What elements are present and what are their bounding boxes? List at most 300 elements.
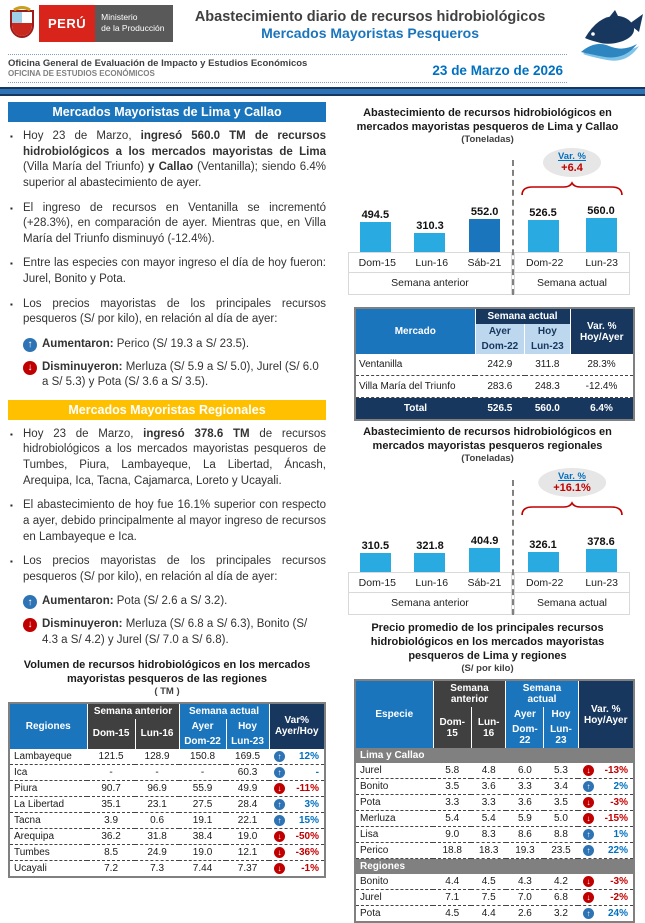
bar-cell xyxy=(360,209,391,252)
header-daypart: Hoy xyxy=(226,719,269,734)
bar-cell xyxy=(528,207,559,252)
header-curr-week: Semana actual xyxy=(475,308,570,324)
var-percent-cell xyxy=(272,767,321,778)
header-day: Lun-23 xyxy=(544,722,578,748)
category-labels xyxy=(514,572,630,593)
var-percent-cell xyxy=(581,797,630,808)
row-value: 19.3 xyxy=(506,843,544,859)
ministry-line1: Ministerio xyxy=(101,12,138,22)
peru-coat-of-arms-icon xyxy=(8,6,36,42)
down-arrow-circle-icon: ↓ xyxy=(583,892,594,903)
report-date: 23 de Marzo de 2026 xyxy=(432,63,563,78)
bar-value-label: 321.8 xyxy=(416,539,444,552)
row-value: 242.9 xyxy=(475,354,525,376)
var-percent-cell xyxy=(581,892,630,903)
bar-chart xyxy=(338,466,637,617)
row-value: 5.3 xyxy=(544,763,578,779)
group-label: Semana anterior xyxy=(348,593,512,615)
chart1-title-text: Abastecimiento de recursos hidrobiológicos en mercados mayoristas pesqueros de Lima y Callao xyxy=(356,107,619,134)
bar-value-label: 552.0 xyxy=(470,206,499,219)
row-value: 7.0 xyxy=(506,890,544,906)
category-label: Dom-22 xyxy=(525,257,564,270)
table-row xyxy=(9,780,325,796)
row-value: 4.8 xyxy=(471,763,506,779)
row-var xyxy=(269,780,325,796)
table-row xyxy=(355,795,634,811)
var-percent-value: 12% xyxy=(298,750,319,762)
var-percent-badge xyxy=(543,148,601,177)
text-segment: ingresó 560.0 TM de recursos hidrobiológicos a los mercados mayoristas de Lima xyxy=(23,130,326,158)
var-percent-cell xyxy=(272,847,321,858)
table-row xyxy=(9,749,325,765)
bullet-item xyxy=(10,554,326,585)
row-value: 3.3 xyxy=(506,779,544,795)
row-value: 8.8 xyxy=(544,827,578,843)
bars-row xyxy=(514,196,630,252)
text-segment: Entre las especies con mayor ingreso el día de hoy fueron: Jurel, Bonito y Pota. xyxy=(23,257,326,285)
row-value: 7.37 xyxy=(226,860,269,877)
row-value: 27.5 xyxy=(179,796,226,812)
var-percent-cell xyxy=(581,876,630,887)
lima-callao-market-table xyxy=(354,307,635,421)
square-bullet-icon: ▪ xyxy=(10,299,13,309)
report-title-line1: Abastecimiento diario de recursos hidrobiológicos xyxy=(194,9,546,25)
row-value: 8.3 xyxy=(471,827,506,843)
down-price-change-line xyxy=(23,617,326,648)
bar xyxy=(414,233,445,252)
header-daypart: Ayer xyxy=(179,719,226,734)
category-labels xyxy=(514,252,630,273)
right-column xyxy=(338,102,637,923)
bullet-item xyxy=(10,498,326,545)
down-arrow-circle-icon: ↓ xyxy=(23,618,37,632)
bullet-text xyxy=(23,554,326,585)
row-name: Arequipa xyxy=(9,828,87,844)
price-change-text xyxy=(42,594,227,610)
square-bullet-icon: ▪ xyxy=(10,501,13,511)
header-curr-week: Semana actual xyxy=(506,680,578,707)
row-value: 7.2 xyxy=(87,860,135,877)
category-label: Lun-16 xyxy=(415,576,449,589)
var-value: +6.4 xyxy=(561,162,583,175)
price-change-detail: Perico (S/ 19.3 a S/ 23.5). xyxy=(113,337,250,350)
row-name: Bonito xyxy=(355,874,433,890)
header-var xyxy=(269,703,325,749)
price-table-unit: (S/ por kilo) xyxy=(461,662,514,674)
row-value: 5.4 xyxy=(433,811,471,827)
row-name: Perico xyxy=(355,843,433,859)
price-change-detail: Pota (S/ 2.6 a S/ 3.2). xyxy=(113,595,228,608)
chart1-title xyxy=(344,106,631,146)
row-value: 12.1 xyxy=(226,844,269,860)
row-var xyxy=(269,764,325,780)
bullet-item xyxy=(10,297,326,328)
brace-icon xyxy=(520,182,624,194)
category-label: Sáb-21 xyxy=(467,576,502,589)
up-arrow-circle-icon: ↑ xyxy=(274,799,285,810)
var-percent-value: 3% xyxy=(304,798,319,810)
row-value: 31.8 xyxy=(135,828,179,844)
bar xyxy=(360,222,391,252)
group-label: Semana actual xyxy=(514,273,630,295)
row-value: 121.5 xyxy=(87,749,135,765)
row-value: 35.1 xyxy=(87,796,135,812)
bar-cell xyxy=(360,540,391,572)
down-arrow-circle-icon: ↓ xyxy=(23,361,37,375)
bullet-item xyxy=(10,129,326,192)
table-row xyxy=(9,860,325,877)
header-var xyxy=(578,680,634,748)
section-header-lima-callao: Mercados Mayoristas de Lima y Callao xyxy=(8,102,326,122)
row-value: - xyxy=(179,764,226,780)
row-value: 55.9 xyxy=(179,780,226,796)
row-value: 19.0 xyxy=(226,828,269,844)
up-arrow-circle-icon: ↑ xyxy=(274,767,285,778)
bar xyxy=(528,220,559,252)
bar xyxy=(414,553,445,572)
text-segment: Hoy 23 de Marzo, xyxy=(23,427,144,440)
bar-value-label: 526.5 xyxy=(529,207,557,220)
bullet-item xyxy=(10,427,326,490)
header-day: Lun-23 xyxy=(525,339,570,354)
row-value: 96.9 xyxy=(135,780,179,796)
row-name: La Libertad xyxy=(9,796,87,812)
table-row xyxy=(355,763,634,779)
bar-cell xyxy=(414,220,445,252)
office-row xyxy=(8,54,567,83)
var-label: Var. % xyxy=(558,151,586,163)
bar-cell xyxy=(586,536,617,572)
up-arrow-circle-icon: ↑ xyxy=(583,829,594,840)
row-var xyxy=(269,828,325,844)
row-name: Jurel xyxy=(355,890,433,906)
header-var xyxy=(570,308,634,354)
header-var-line1: Var% xyxy=(284,715,309,727)
up-arrow-circle-icon: ↑ xyxy=(274,815,285,826)
bar-cell xyxy=(469,535,500,572)
bar-value-label: 326.1 xyxy=(529,538,557,551)
var-percent-value: 15% xyxy=(298,814,319,826)
down-arrow-circle-icon: ↓ xyxy=(583,813,594,824)
total-row xyxy=(355,398,634,421)
header-day: Dom-22 xyxy=(506,722,544,748)
var-percent-value: - xyxy=(315,766,319,778)
chart-group xyxy=(514,151,630,295)
row-value: 3.6 xyxy=(471,779,506,795)
chart2-title xyxy=(344,425,631,465)
row-value: 24.9 xyxy=(135,844,179,860)
office-line2: OFICINA DE ESTUDIOS ECONÓMICOS xyxy=(8,69,155,78)
row-value: 8.6 xyxy=(506,827,544,843)
var-percent-value: -3% xyxy=(610,876,628,888)
header-daypart: Hoy xyxy=(544,707,578,722)
category-label: Lun-23 xyxy=(585,576,619,589)
row-value: 3.9 xyxy=(87,812,135,828)
row-value: 311.8 xyxy=(525,354,570,376)
bullet-text xyxy=(23,256,326,287)
header-day: Dom-15 xyxy=(433,707,471,748)
header-var-line2: Hoy/Ayer xyxy=(583,714,628,726)
row-var xyxy=(578,906,634,923)
header-var-line2: Ayer/Hoy xyxy=(274,726,319,738)
office-names xyxy=(8,58,307,78)
row-var xyxy=(578,811,634,827)
row-value: 4.4 xyxy=(471,906,506,923)
var-percent-cell xyxy=(581,781,630,792)
up-price-change-line xyxy=(23,594,326,610)
var-value: +16.1% xyxy=(553,481,591,494)
price-table-title-text: Precio promedio de los principales recursos hidrobiológicos en los mercados mayoristas pesqueros de Lima y regiones xyxy=(370,621,605,662)
chart2-title-text: Abastecimiento de recursos hidrobiológicos en mercados mayoristas pesqueros regionales xyxy=(363,426,612,453)
row-value: 5.4 xyxy=(471,811,506,827)
bar xyxy=(360,553,391,572)
text-segment: Los precios mayoristas de los principales recursos pesqueros (S/ por kilo), en relación al día de ayer: xyxy=(23,555,326,583)
category-labels xyxy=(348,572,512,593)
bullet-text xyxy=(23,297,326,328)
price-table-title xyxy=(344,621,631,675)
price-change-label: Disminuyeron: xyxy=(42,618,123,630)
square-bullet-icon: ▪ xyxy=(10,259,13,269)
bar-value-label: 310.5 xyxy=(361,539,390,552)
group-label: Semana actual xyxy=(514,593,630,615)
table-row xyxy=(355,811,634,827)
down-arrow-circle-icon: ↓ xyxy=(274,863,285,874)
bars-row xyxy=(348,196,512,252)
report-title xyxy=(173,5,567,41)
table-row xyxy=(355,890,634,906)
down-arrow-circle-icon: ↓ xyxy=(583,797,594,808)
row-var xyxy=(578,874,634,890)
regions-volume-table xyxy=(8,702,326,878)
bar xyxy=(586,549,617,572)
up-arrow-circle-icon: ↑ xyxy=(23,595,37,609)
text-segment: de recursos hidrobiológicos a los mercados mayoristas pesqueros de Tumbes, Piura, Lambayeque, La Libertad, Áncash, Arequipa, Ica, Tacna, Cajamarca, Loreto y Ucayali. xyxy=(23,427,326,487)
header-day: Lun-16 xyxy=(135,719,179,749)
header-curr-week: Semana actual xyxy=(179,703,269,719)
header-day: Dom-15 xyxy=(87,719,135,749)
var-label: Var. % xyxy=(558,470,586,482)
report-title-line2: Mercados Mayoristas Pesqueros xyxy=(261,25,479,41)
row-value: 2.6 xyxy=(506,906,544,923)
var-percent-value: -50% xyxy=(295,830,319,842)
bullet-text xyxy=(23,427,326,490)
brace-icon xyxy=(520,502,624,514)
row-name: Piura xyxy=(9,780,87,796)
table-row xyxy=(355,376,634,398)
row-value: 5.9 xyxy=(506,811,544,827)
bars-row xyxy=(514,516,630,572)
var-percent-value: -3% xyxy=(610,797,628,809)
header-col1: Regiones xyxy=(9,703,87,749)
office-line1: Oficina General de Evaluación de Impacto y Estudios Económicos xyxy=(8,58,308,69)
var-percent-value: 24% xyxy=(607,908,628,920)
var-percent-cell xyxy=(581,765,630,776)
header-col1: Mercado xyxy=(355,308,475,354)
var-percent-cell xyxy=(272,831,321,842)
row-name: Bonito xyxy=(355,779,433,795)
table-header-row xyxy=(9,703,325,719)
row-var: 28.3% xyxy=(570,354,634,376)
category-label: Dom-15 xyxy=(358,257,397,270)
row-value: - xyxy=(135,764,179,780)
row-value: 3.4 xyxy=(544,779,578,795)
row-value: - xyxy=(87,764,135,780)
row-value: 3.6 xyxy=(506,795,544,811)
price-change-detail: Merluza (S/ 5.9 a S/ 5.0), Jurel (S/ 6.0 a S/ 5.3) y Pota (S/ 3.6 a S/ 3.5). xyxy=(42,360,319,389)
header-daypart: Ayer xyxy=(475,324,525,339)
var-percent-cell xyxy=(581,908,630,919)
row-value: 19.1 xyxy=(179,812,226,828)
down-arrow-circle-icon: ↓ xyxy=(274,831,285,842)
down-price-change-line xyxy=(23,360,326,391)
category-label: Lun-23 xyxy=(585,257,619,270)
row-var xyxy=(269,796,325,812)
row-var: -12.4% xyxy=(570,376,634,398)
bar-value-label: 494.5 xyxy=(361,209,390,222)
bar-cell xyxy=(469,206,500,252)
row-value: 3.5 xyxy=(544,795,578,811)
square-bullet-icon: ▪ xyxy=(10,132,13,141)
row-value: 128.9 xyxy=(135,749,179,765)
var-percent-value: 2% xyxy=(613,781,628,793)
report-header xyxy=(0,0,645,50)
up-price-change-line xyxy=(23,337,326,353)
price-change-detail: Merluza (S/ 6.8 a S/ 6.3), Bonito (S/ 4.3 a S/ 4.2) y Jurel (S/ 7.0 a S/ 6.8). xyxy=(42,618,308,646)
table-row xyxy=(355,906,634,923)
bullet-text xyxy=(23,129,326,192)
total-value: Total xyxy=(355,398,475,421)
row-value: 3.3 xyxy=(433,795,471,811)
species-group-row xyxy=(355,748,634,763)
row-name: Tumbes xyxy=(9,844,87,860)
up-arrow-circle-icon: ↑ xyxy=(583,781,594,792)
table-row xyxy=(355,874,634,890)
down-arrow-circle-icon: ↓ xyxy=(583,765,594,776)
row-value: 7.5 xyxy=(471,890,506,906)
row-value: 49.9 xyxy=(226,780,269,796)
row-var xyxy=(578,890,634,906)
bar xyxy=(469,548,500,572)
table-row xyxy=(355,354,634,376)
row-value: 4.3 xyxy=(506,874,544,890)
var-percent-cell xyxy=(272,815,321,826)
bar-cell xyxy=(528,539,559,572)
bullet-item xyxy=(10,201,326,248)
var-percent-cell xyxy=(272,799,321,810)
row-value: 169.5 xyxy=(226,749,269,765)
header-var-line1: Var. % xyxy=(591,703,621,715)
table-row xyxy=(9,764,325,780)
row-var xyxy=(578,763,634,779)
species-group-label: Regiones xyxy=(355,859,634,875)
var-percent-value: 1% xyxy=(613,829,628,841)
square-bullet-icon: ▪ xyxy=(10,557,13,567)
row-var xyxy=(269,844,325,860)
content-columns xyxy=(0,96,645,923)
ministry-line2: de la Producción xyxy=(101,23,165,34)
row-value: 283.6 xyxy=(475,376,525,398)
category-labels xyxy=(348,252,512,273)
lima-bullet-list xyxy=(8,129,326,328)
header-daypart: Hoy xyxy=(525,324,570,339)
header-divider xyxy=(0,87,645,96)
var-percent-badge xyxy=(538,468,606,497)
bar-value-label: 378.6 xyxy=(587,535,615,548)
row-var xyxy=(269,749,325,765)
total-value: 560.0 xyxy=(525,398,570,421)
row-var xyxy=(578,795,634,811)
price-change-text xyxy=(42,617,326,648)
down-arrow-circle-icon: ↓ xyxy=(274,847,285,858)
row-name: Ventanilla xyxy=(355,354,475,376)
row-value: 4.4 xyxy=(433,874,471,890)
total-value: 6.4% xyxy=(570,398,634,421)
text-segment: El ingreso de recursos en Ventanilla se incrementó (+28.3%), en comparación de ayer. Mientras que, en Villa María del Triunfo disminuyó (-12.4%). xyxy=(23,201,326,245)
row-value: 60.3 xyxy=(226,764,269,780)
total-value: 526.5 xyxy=(475,398,525,421)
row-value: 248.3 xyxy=(525,376,570,398)
up-arrow-circle-icon: ↑ xyxy=(583,908,594,919)
category-label: Sáb-21 xyxy=(467,257,502,270)
table-row xyxy=(9,812,325,828)
regional-bar-chart xyxy=(338,466,637,617)
header-col1: Especie xyxy=(355,680,433,748)
text-segment: y Callao xyxy=(148,161,198,174)
row-value: 18.8 xyxy=(433,843,471,859)
row-value: 7.3 xyxy=(135,860,179,877)
government-logo xyxy=(8,5,173,42)
text-segment: (Ventanilla); siendo 6.4% superior al abastecimiento de ayer. xyxy=(23,161,326,189)
var-percent-value: -2% xyxy=(610,892,628,904)
header-day: Lun-16 xyxy=(471,707,506,748)
row-value: 4.5 xyxy=(471,874,506,890)
table-row xyxy=(355,827,634,843)
bar-chart xyxy=(338,146,637,297)
row-name: Tacna xyxy=(9,812,87,828)
row-value: 4.2 xyxy=(544,874,578,890)
row-value: 22.1 xyxy=(226,812,269,828)
market-table-wrap xyxy=(354,307,635,421)
row-name: Villa María del Triunfo xyxy=(355,376,475,398)
row-value: 3.3 xyxy=(471,795,506,811)
regional-bullet-list xyxy=(8,427,326,586)
row-value: 4.5 xyxy=(433,906,471,923)
header-day: Lun-23 xyxy=(226,734,269,749)
header-var-line2: Hoy/Ayer xyxy=(579,331,624,343)
lima-price-changes xyxy=(8,337,326,391)
row-value: 23.5 xyxy=(544,843,578,859)
category-label: Lun-16 xyxy=(415,257,449,270)
row-value: 9.0 xyxy=(433,827,471,843)
regional-price-changes xyxy=(8,594,326,648)
row-value: 150.8 xyxy=(179,749,226,765)
price-change-label: Aumentaron: xyxy=(42,595,114,608)
row-value: 5.0 xyxy=(544,811,578,827)
row-value: 6.0 xyxy=(506,763,544,779)
var-percent-cell xyxy=(581,813,630,824)
table-header-row xyxy=(355,680,634,707)
price-change-label: Disminuyeron: xyxy=(42,360,123,373)
row-value: 3.2 xyxy=(544,906,578,923)
row-value: 6.8 xyxy=(544,890,578,906)
row-var xyxy=(269,812,325,828)
up-arrow-circle-icon: ↑ xyxy=(274,751,285,762)
text-segment: ingresó 378.6 TM xyxy=(143,427,260,440)
square-bullet-icon: ▪ xyxy=(10,429,13,439)
table-row xyxy=(355,779,634,795)
bar-cell xyxy=(414,540,445,572)
table-row xyxy=(9,844,325,860)
